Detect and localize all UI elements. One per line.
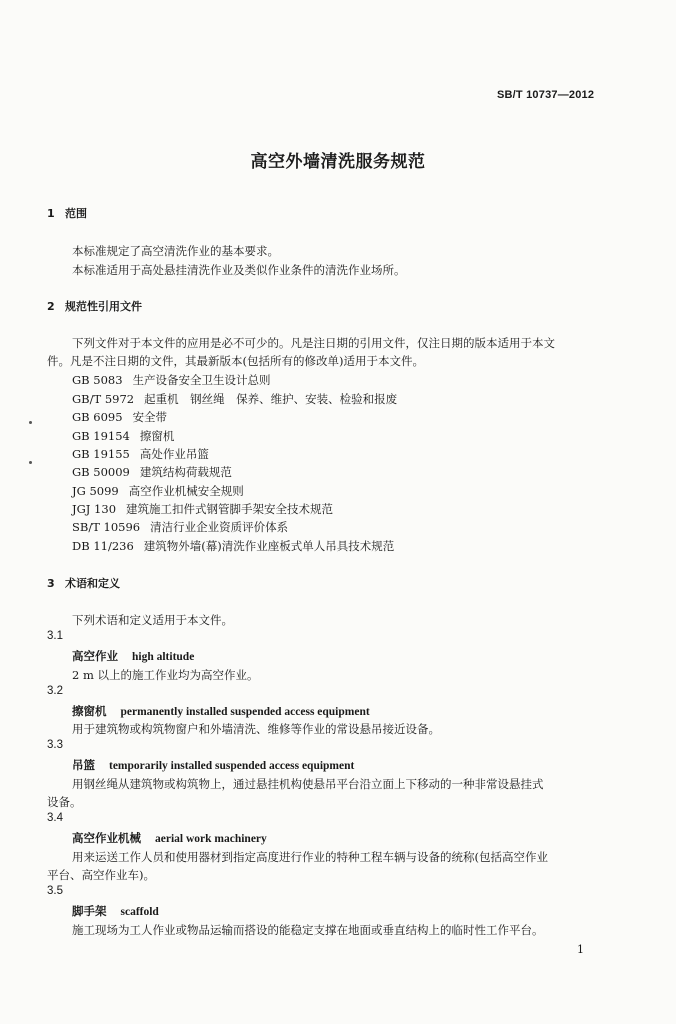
reference-code: GB 50009	[72, 465, 130, 479]
term-en: temporarily installed suspended access equipment	[109, 760, 355, 772]
term-zh: 高空作业机械	[72, 831, 141, 845]
term-definition-line-2: 平台、高空作业车)。	[47, 868, 155, 882]
term-en: high altitude	[132, 651, 195, 663]
term-definition: 用于建筑物或构筑物窗户和外墙清洗、维修等作业的常设悬吊接近设备。	[72, 722, 440, 736]
references-intro-line-1: 下列文件对于本文件的应用是必不可少的。凡是注日期的引用文件，仅注日期的版本适用于本文	[72, 336, 555, 350]
reference-title: 建筑物外墙(幕)清洗作业座板式单人吊具技术规范	[143, 539, 395, 553]
scope-paragraph-1: 本标准规定了高空清洗作业的基本要求。	[72, 244, 279, 258]
reference-code: JGJ 130	[72, 502, 117, 516]
reference-code: SB/T 10596	[72, 520, 141, 534]
term-heading	[72, 648, 194, 664]
reference-item	[72, 446, 209, 462]
term-definition: 施工现场为工人作业或物品运输而搭设的能稳定支撑在地面或垂直结构上的临时性工作平台。	[72, 923, 544, 937]
terms-intro: 下列术语和定义适用于本文件。	[72, 613, 233, 627]
term-heading	[72, 830, 267, 846]
term-definition-line-1: 用钢丝绳从建筑物或构筑物上，通过悬挂机构使悬吊平台沿立面上下移动的一种非常设悬挂式	[72, 777, 544, 791]
term-en: aerial work machinery	[155, 833, 267, 845]
reference-title: 擦窗机	[139, 429, 175, 443]
term-definition-line-1: 用来运送工作人员和使用器材到指定高度进行作业的特种工程车辆与设备的统称(包括高空作业	[72, 850, 548, 864]
reference-title: 建筑结构荷载规范	[139, 465, 232, 479]
term-heading	[72, 903, 159, 919]
reference-item	[72, 372, 271, 388]
reference-title: 清洁行业企业资质评价体系	[150, 520, 289, 534]
reference-item	[72, 428, 174, 444]
term-heading	[72, 757, 354, 773]
section-number: 3	[47, 577, 55, 590]
reference-item	[72, 391, 397, 407]
reference-title: 建筑施工扣件式钢管脚手架安全技术规范	[126, 502, 334, 516]
section-title: 范围	[65, 207, 87, 220]
term-zh: 擦窗机	[72, 704, 107, 718]
reference-code: GB 5083	[72, 373, 123, 387]
reference-code: JG 5099	[72, 484, 119, 498]
term-definition: 2 m 以上的施工作业均为高空作业。	[72, 668, 259, 682]
reference-item	[72, 483, 244, 499]
reference-item	[72, 538, 394, 554]
reference-code: GB/T 5972	[72, 392, 135, 406]
scope-paragraph-2: 本标准适用于高处悬挂清洗作业及类似作业条件的清洗作业场所。	[72, 263, 406, 277]
reference-item	[72, 501, 333, 517]
term-zh: 吊篮	[72, 758, 95, 772]
term-number: 3.1	[47, 630, 63, 642]
reference-code: GB 19154	[72, 429, 130, 443]
term-number: 3.2	[47, 685, 63, 697]
page-number: 1	[577, 943, 584, 956]
term-zh: 脚手架	[72, 904, 107, 918]
term-number: 3.3	[47, 739, 63, 751]
scan-speck	[29, 421, 32, 424]
term-en: permanently installed suspended access equipment	[120, 706, 370, 718]
reference-title: 高空作业机械安全规则	[128, 484, 244, 498]
term-heading	[72, 703, 370, 719]
reference-title: 生产设备安全卫生设计总则	[132, 373, 271, 387]
section-heading-references	[47, 298, 142, 314]
reference-title: 起重机 钢丝绳 保养、维护、安装、检验和报废	[144, 392, 398, 406]
reference-item	[72, 519, 288, 535]
reference-title: 高处作业吊篮	[139, 447, 209, 461]
section-title: 规范性引用文件	[65, 300, 142, 313]
document-title: 高空外墙清洗服务规范	[250, 152, 426, 172]
section-heading-terms	[47, 575, 120, 591]
term-number: 3.4	[47, 812, 63, 824]
term-en: scaffold	[120, 906, 159, 918]
reference-code: DB 11/236	[72, 539, 134, 553]
term-zh: 高空作业	[72, 649, 118, 663]
section-number: 1	[47, 207, 55, 220]
reference-code: GB 6095	[72, 410, 123, 424]
references-intro-line-2: 件。凡是不注日期的文件，其最新版本(包括所有的修改单)适用于本文件。	[47, 354, 424, 368]
standard-code: SB/T 10737—2012	[497, 89, 595, 101]
reference-code: GB 19155	[72, 447, 130, 461]
reference-item	[72, 464, 232, 480]
reference-item	[72, 409, 167, 425]
section-number: 2	[47, 300, 55, 313]
section-heading-scope	[47, 205, 87, 221]
term-number: 3.5	[47, 885, 63, 897]
term-definition-line-2: 设备。	[47, 795, 82, 809]
section-title: 术语和定义	[65, 577, 120, 590]
scan-speck	[29, 461, 32, 464]
reference-title: 安全带	[132, 410, 168, 424]
